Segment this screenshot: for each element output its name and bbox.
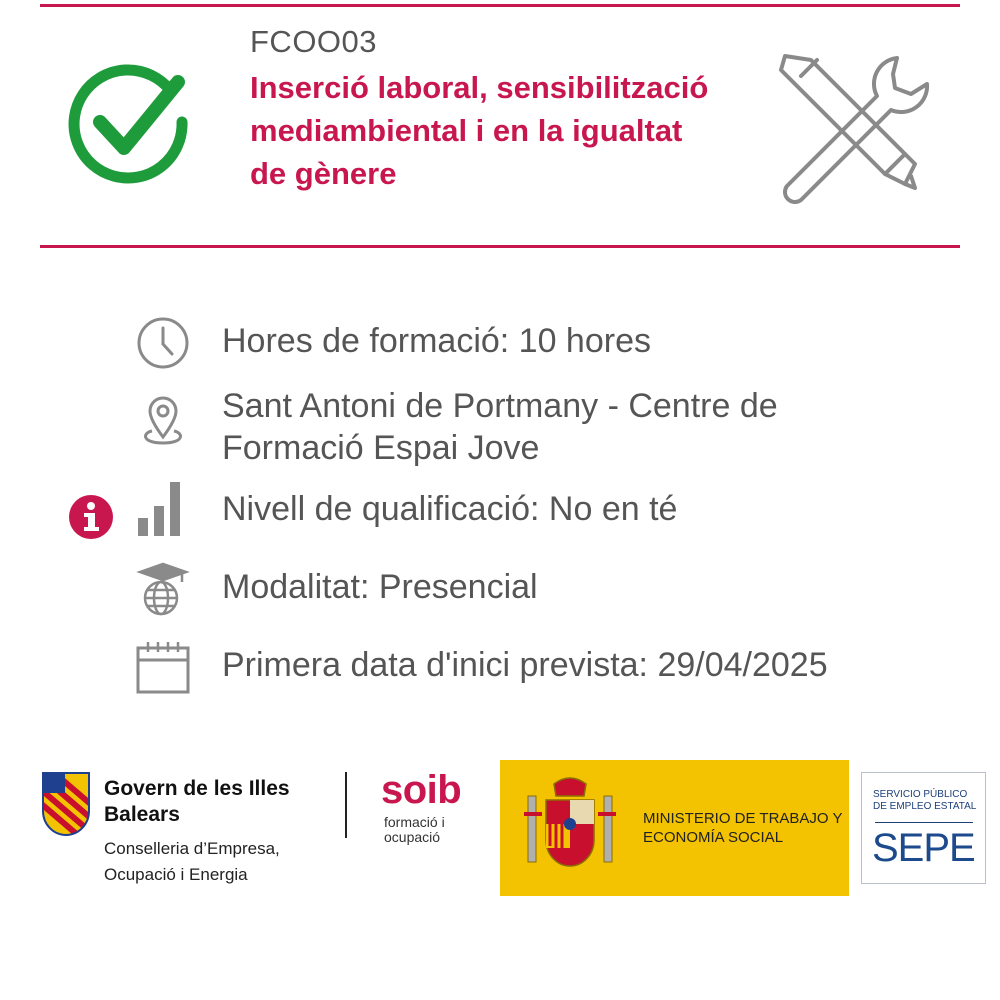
tools-icon bbox=[765, 38, 935, 208]
sepe-name: SEPE bbox=[872, 826, 975, 870]
course-code: FCOO03 bbox=[250, 24, 378, 59]
ministerio-text: MINISTERIO DE TRABAJO Y ECONOMÍA SOCIAL bbox=[643, 810, 843, 846]
check-circle-icon bbox=[66, 60, 190, 184]
sepe-subtitle: SERVICIO PÚBLICO DE EMPLEO ESTATAL bbox=[873, 789, 977, 812]
course-title: Inserció laboral, sensibilització mediambiental i en la igualtat de gènere bbox=[250, 70, 709, 191]
calendar-icon bbox=[134, 638, 192, 696]
location-text: Sant Antoni de Portmany - Centre de Formació Espai Jove bbox=[222, 387, 778, 467]
info-icon[interactable] bbox=[68, 494, 114, 540]
location-pin-icon bbox=[134, 389, 192, 447]
clock-icon bbox=[134, 316, 192, 374]
soib-subtitle: formació i ocupació bbox=[384, 814, 445, 845]
level-text: Nivell de qualificació: No en té bbox=[222, 490, 678, 528]
signal-bars-icon bbox=[134, 480, 192, 538]
coat-of-arms-icon bbox=[524, 774, 616, 878]
start-date-text: Primera data d'inici prevista: 29/04/2025 bbox=[222, 646, 828, 684]
hours-text: Hores de formació: 10 hores bbox=[222, 322, 651, 360]
modality-text: Modalitat: Presencial bbox=[222, 568, 538, 606]
govern-shield-logo bbox=[41, 771, 91, 837]
govern-name: Govern de les Illes Balears bbox=[104, 777, 290, 826]
top-divider bbox=[40, 4, 960, 7]
sepe-divider bbox=[875, 822, 973, 823]
soib-logo: soib bbox=[381, 768, 462, 812]
bottom-divider bbox=[40, 245, 960, 248]
logo-divider bbox=[345, 772, 347, 838]
graduation-globe-icon bbox=[134, 560, 192, 618]
govern-department: Conselleria d’Empresa, Ocupació i Energia bbox=[104, 839, 280, 884]
